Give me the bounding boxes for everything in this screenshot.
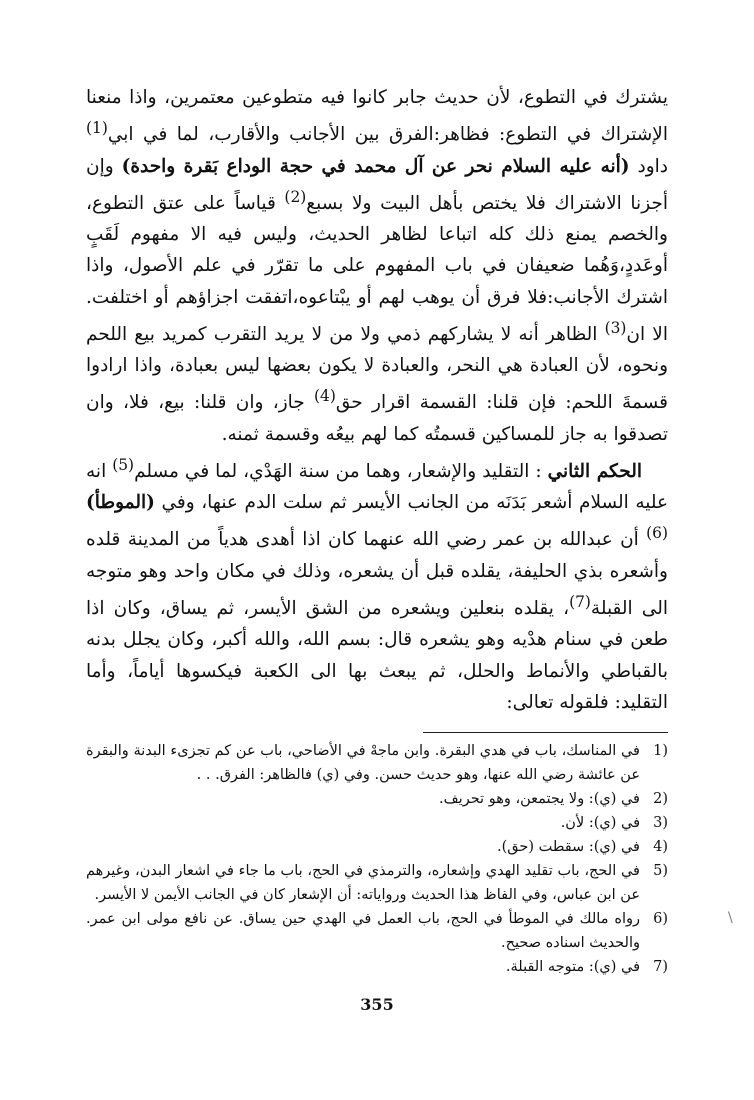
footnote: 7) في (ي): متوجه القبلة.: [505, 958, 668, 975]
footnote-ref-4: (4): [314, 387, 336, 406]
page-number: 355: [360, 995, 394, 1014]
hadith-quote: (أنه عليه السلام نحر عن آل محمد في حجة الوداع بَقرة واحدة): [121, 155, 630, 177]
footnotes: [86, 739, 668, 979]
footnote-ref-1: (1): [86, 119, 108, 138]
main-text: [86, 82, 668, 718]
footnote-ref-7: (7): [569, 592, 591, 611]
footnote: 3) في (ي): لأن.: [560, 814, 668, 831]
footnote: 5) في الحج، باب تقليد الهدي وإشعاره، والترمذي في الحج، باب ما جاء في اشعار البدن، وغيرهم عن ابن عباس، وفي الفاظ هذا الحديث ورواياته: أن الإشعار كان في الجانب الأيمن لا الأيسر.: [86, 862, 668, 903]
section-heading: الحكم الثاني: [547, 461, 642, 483]
footnote: 6) رواه مالك في الموطأ في الحج، باب العمل في الهدي حين يساق. عن نافع مولى ابن عمر. والحديث اسناده صحيح.: [86, 910, 668, 951]
paragraph-1: يشترك في التطوع، لأن حديث جابر كانوا فيه متطوعين معتمرين، واذا منعنا الإشتراك في التطوع: فظاهر:الفرق بين الأجانب والأقارب، لما في ابي$^{(1)}$ داود (أنه عليه السلام نحر عن آل محمد في حجة الوداع بَقرة واحدة) وإن أجزنا الاشتراك فلا يختص بأهل البيت ولا بسبع$^{(2)}$ قياساً على عتق التطوع، والخصم يمنع ذلك كله اتباعا لظاهر الحديث، وليس فيه الا مفهوم لَقَبٍ أوعَددٍ،وَهُما ضعيفان في باب المفهوم على ما تقرّر في علم الأصول، واذا اشترك الأجانب:فلا فرق أن يوهب لهم أو يبْتاعوه،اتفقت اجزاؤهم أو اختلفت. الا ان$^{(3)}$ الظاهر أنه لا يشاركهم ذمي ولا من لا يريد التقرب كمريد بيع اللحم ونحوه، لأن العبادة هي النحر، والعبادة لا يكون بعضها ليس بعبادة، واذا ارادوا قسمةَ اللحم: فإن قلنا: القسمة اقرار حق$^{(4)}$ جاز، وان قلنا: بيع، فلا، وان تصدقوا به جاز للمساكين قسمتُه كما لهم بيعُه وقسمة ثمنه.: [86, 87, 669, 445]
footnote-ref-6: (6): [646, 524, 668, 543]
margin-mark: \: [728, 910, 733, 926]
footnote: 4) في (ي): سقطت (حق).: [497, 838, 668, 855]
footnote-ref-3: (3): [604, 318, 627, 337]
paragraph-2: الحكم الثاني : التقليد والإشعار، وهما من سنة الهَدْي، لما في مسلم$^{(5)}$ انه عليه السلام أشعر بَدَنَه من الجانب الأيسر ثم سلت الدم عنها، وفي (الموطأ)$^{(6)}$ أن عبدالله بن عمر رضي الله عنهما كان اذا أهدى هدياً من المدينة قلده وأشعره بذي الحليفة، يقلده قبل أن يشعره، وذلك في مكان واحد وهو متوجه الى القبلة$^{(7)}$، يقلده بنعلين ويشعره من الشق الأيسر، ثم يساق، وكان اذا طعن في سنام هدْيه وهو يشعره قال: بسم الله، والله أكبر، وكان يجلل بدنه بالقباطي والأنماط والحلل، ثم يبعث بها الى الكعبة فيكسوها أياماً، وأما التقليد: فلقوله تعالى:: [86, 455, 669, 713]
footnote: 2) في (ي): ولا يجتمعن، وهو تحريف.: [439, 790, 668, 807]
footnote-separator: [423, 732, 668, 733]
footnote-ref-2: (2): [284, 187, 307, 206]
footnote: 1) في المناسك، باب في هدي البقرة. وابن ماجهْ في الأضاحي، باب عن كم تجزىء البدنة والبقرة عن عائشة رضي الله عنها، وهو حديث حسن. وفي (ي) فالظاهر: الفرق. . .: [86, 742, 668, 783]
footnote-ref-5: (5): [112, 455, 135, 474]
book-title: (الموطأ): [86, 492, 155, 514]
